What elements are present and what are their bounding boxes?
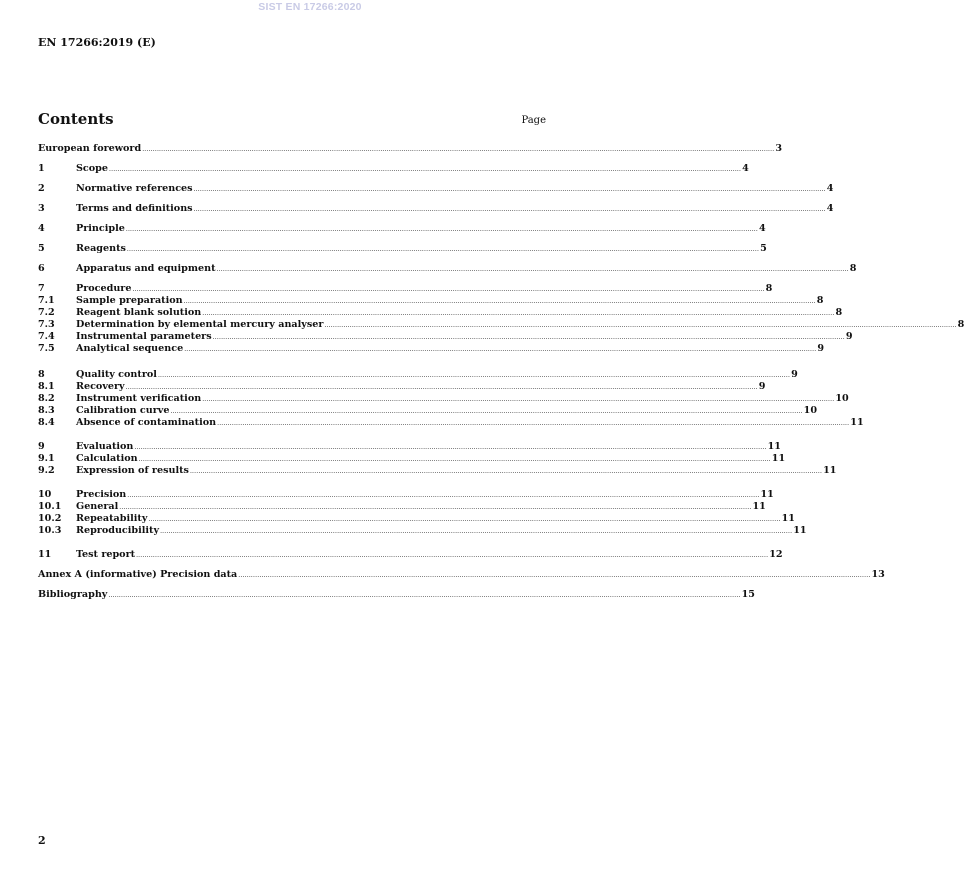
toc-entry-page: 15 <box>741 589 755 600</box>
toc-entry-number: 7 <box>38 283 45 294</box>
toc-entry[interactable] <box>38 489 774 501</box>
dot-leader: ............................................................................................................................................................................................................................................................................................................ <box>183 298 816 305</box>
toc-entry-page: 9 <box>758 381 766 392</box>
toc-entry-number: 4 <box>38 223 45 234</box>
toc-entry[interactable] <box>38 143 783 155</box>
toc-entry-page: 12 <box>769 549 783 560</box>
toc-entry-title: Precision <box>76 489 127 500</box>
toc-entry-page: 11 <box>760 489 774 500</box>
toc-entry-page: 8 <box>816 295 824 306</box>
toc-entry[interactable] <box>38 183 834 195</box>
toc-entry[interactable] <box>38 453 786 465</box>
toc-entry-page: 3 <box>775 143 783 154</box>
toc-entry-number: 9 <box>38 441 45 452</box>
toc-entry-title: Reproducibility <box>76 525 160 536</box>
toc-entry[interactable] <box>38 331 853 343</box>
dot-leader: ............................................................................................................................................................................................................................................................................................................ <box>138 456 771 463</box>
toc-entry-title: Analytical sequence <box>76 343 184 354</box>
toc-entry-title: Reagents <box>76 243 126 254</box>
toc-entry-title: Apparatus and equipment <box>76 263 216 274</box>
toc-entry[interactable] <box>38 525 807 537</box>
toc-entry-title: Expression of results <box>76 465 189 476</box>
toc-entry[interactable] <box>38 513 795 525</box>
toc-entry-title: Instrument verification <box>76 393 202 404</box>
toc-entry-number: 7.1 <box>38 295 55 306</box>
toc-entry-number: 8.1 <box>38 381 55 392</box>
dot-leader: ............................................................................................................................................................................................................................................................................................................ <box>148 516 781 523</box>
toc-entry-number: 6 <box>38 263 45 274</box>
toc-entry-page: 11 <box>752 501 766 512</box>
toc-entry-number: 7.3 <box>38 319 55 330</box>
toc-entry[interactable] <box>38 203 834 215</box>
toc-entry-page: 10 <box>835 393 849 404</box>
dot-leader: ............................................................................................................................................................................................................................................................................................................ <box>126 246 760 253</box>
toc-entry-page: 13 <box>871 569 885 580</box>
dot-leader: ............................................................................................................................................................................................................................................................................................................ <box>125 226 759 233</box>
toc-entry-page: 8 <box>835 307 843 318</box>
toc-entry-page: 4 <box>759 223 766 234</box>
toc-entry-page: 4 <box>826 203 834 214</box>
toc-entry-title: Terms and definitions <box>76 203 193 214</box>
dot-leader: ............................................................................................................................................................................................................................................................................................................ <box>202 396 835 403</box>
toc-entry[interactable] <box>38 589 755 601</box>
toc-entry-number: 8.3 <box>38 405 55 416</box>
dot-leader: ............................................................................................................................................................................................................................................................................................................ <box>132 286 765 293</box>
toc-entry-page: 4 <box>742 163 749 174</box>
toc-entry-number: 7.4 <box>38 331 55 342</box>
document-id: EN 17266:2019 (E) <box>38 36 156 49</box>
toc-entry-number: 8.2 <box>38 393 55 404</box>
toc-entry-title: Absence of contamination <box>76 417 217 428</box>
toc-entry-page: 11 <box>767 441 781 452</box>
toc-entry-page: 11 <box>781 513 795 524</box>
toc-entry[interactable] <box>38 369 798 381</box>
toc-entry-number: 7.5 <box>38 343 55 354</box>
toc-entry-title: Quality control <box>76 369 157 380</box>
toc-entry-number: 2 <box>38 183 45 194</box>
page-number: 2 <box>38 834 46 847</box>
toc-entry-page: 4 <box>826 183 834 194</box>
toc-entry-title: Repeatability <box>76 513 148 524</box>
dot-leader: ............................................................................................................................................................................................................................................................................................................ <box>108 592 741 599</box>
toc-entry[interactable] <box>38 417 864 429</box>
page-column-label: Page <box>521 115 546 126</box>
toc-entry-title: Sample preparation <box>76 295 183 306</box>
dot-leader: ............................................................................................................................................................................................................................................................................................................ <box>119 504 752 511</box>
dot-leader: ............................................................................................................................................................................................................................................................................................................ <box>125 384 758 391</box>
toc-entry-title: Test report <box>76 549 136 560</box>
toc-entry-page: 9 <box>791 369 798 380</box>
toc-entry-title: Bibliography <box>38 589 108 600</box>
dot-leader: ............................................................................................................................................................................................................................................................................................................ <box>189 468 823 475</box>
toc-entry-page: 9 <box>845 331 853 342</box>
toc-entry-title: Evaluation <box>76 441 134 452</box>
toc-entry[interactable] <box>38 319 964 331</box>
dot-leader: ............................................................................................................................................................................................................................................................................................................ <box>160 528 793 535</box>
toc-entry[interactable] <box>38 283 773 295</box>
toc-entry-page: 5 <box>760 243 767 254</box>
toc-entry-page: 11 <box>771 453 786 464</box>
toc-entry-page: 10 <box>803 405 817 416</box>
dot-leader: ............................................................................................................................................................................................................................................................................................................ <box>184 346 817 353</box>
toc-entry[interactable] <box>38 307 843 319</box>
toc-entry-number: 9.1 <box>38 453 55 464</box>
toc-entry-title: Scope <box>76 163 108 174</box>
toc-entry-number: 9.2 <box>38 465 55 476</box>
toc-entry-title: Principle <box>76 223 125 234</box>
toc-entry[interactable] <box>38 465 837 477</box>
dot-leader: ............................................................................................................................................................................................................................................................................................................ <box>212 334 845 341</box>
dot-leader: ............................................................................................................................................................................................................................................................................................................ <box>157 372 791 379</box>
toc-entry[interactable] <box>38 381 766 393</box>
toc-entry-number: 10.1 <box>38 501 62 512</box>
toc-entry-number: 10 <box>38 489 52 500</box>
toc-entry-number: 11 <box>38 549 52 560</box>
toc-entry-number: 8 <box>38 369 45 380</box>
dot-leader: ............................................................................................................................................................................................................................................................................................................ <box>170 408 803 415</box>
toc-entry-title: Procedure <box>76 283 132 294</box>
toc-entry-title: Recovery <box>76 381 125 392</box>
toc-entry-title: Annex A (informative) Precision data <box>38 569 238 580</box>
watermark: SIST EN 17266:2020 <box>258 1 362 13</box>
dot-leader: ............................................................................................................................................................................................................................................................................................................ <box>202 310 835 317</box>
dot-leader: ............................................................................................................................................................................................................................................................................................................ <box>238 572 871 579</box>
toc-entry-page: 11 <box>850 417 864 428</box>
toc-entry-title: Determination by elemental mercury analyser <box>76 319 324 330</box>
toc-entry-title: Normative references <box>76 183 193 194</box>
contents-heading: Contents <box>38 110 114 128</box>
dot-leader: ............................................................................................................................................................................................................................................................................................................ <box>134 444 767 451</box>
toc-entry[interactable] <box>38 393 849 405</box>
toc-entry[interactable] <box>38 243 767 255</box>
toc-entry-title: Reagent blank solution <box>76 307 202 318</box>
toc-entry[interactable] <box>38 163 749 175</box>
toc-entry[interactable] <box>38 263 857 275</box>
toc-entry-number: 5 <box>38 243 45 254</box>
toc-entry[interactable] <box>38 295 824 307</box>
toc-entry-title: Instrumental parameters <box>76 331 212 342</box>
dot-leader: ............................................................................................................................................................................................................................................................................................................ <box>324 322 957 329</box>
toc-entry-number: 10.3 <box>38 525 62 536</box>
toc-entry-number: 7.2 <box>38 307 55 318</box>
toc-entry-title: Calibration curve <box>76 405 170 416</box>
toc-entry-page: 11 <box>793 525 807 536</box>
toc-entry[interactable] <box>38 343 825 355</box>
toc-entry-number: 3 <box>38 203 45 214</box>
toc-entry-title: General <box>76 501 119 512</box>
toc-entry[interactable] <box>38 569 885 581</box>
toc-entry-page: 8 <box>765 283 773 294</box>
toc-entry[interactable] <box>38 223 766 235</box>
toc-entry-page: 9 <box>817 343 825 354</box>
toc-entry-number: 10.2 <box>38 513 62 524</box>
toc-entry-title: Calculation <box>76 453 138 464</box>
toc-entry-page: 8 <box>957 319 964 330</box>
dot-leader: ............................................................................................................................................................................................................................................................................................................ <box>108 166 742 173</box>
toc-entry[interactable] <box>38 549 783 561</box>
dot-leader: ............................................................................................................................................................................................................................................................................................................ <box>127 492 760 499</box>
dot-leader: ............................................................................................................................................................................................................................................................................................................ <box>216 266 849 273</box>
toc-entry[interactable] <box>38 441 781 453</box>
toc-entry[interactable] <box>38 405 817 417</box>
dot-leader: ............................................................................................................................................................................................................................................................................................................ <box>217 420 850 427</box>
toc-entry-page: 8 <box>849 263 857 274</box>
toc-entry-number: 8.4 <box>38 417 55 428</box>
toc-entry-title: European foreword <box>38 143 142 154</box>
toc-entry-page: 11 <box>823 465 837 476</box>
dot-leader: ............................................................................................................................................................................................................................................................................................................ <box>136 552 769 559</box>
dot-leader: ............................................................................................................................................................................................................................................................................................................ <box>193 186 826 193</box>
dot-leader: ............................................................................................................................................................................................................................................................................................................ <box>193 206 826 213</box>
toc-entry[interactable] <box>38 501 766 513</box>
toc-entry-number: 1 <box>38 163 45 174</box>
dot-leader: ............................................................................................................................................................................................................................................................................................................ <box>142 146 775 153</box>
